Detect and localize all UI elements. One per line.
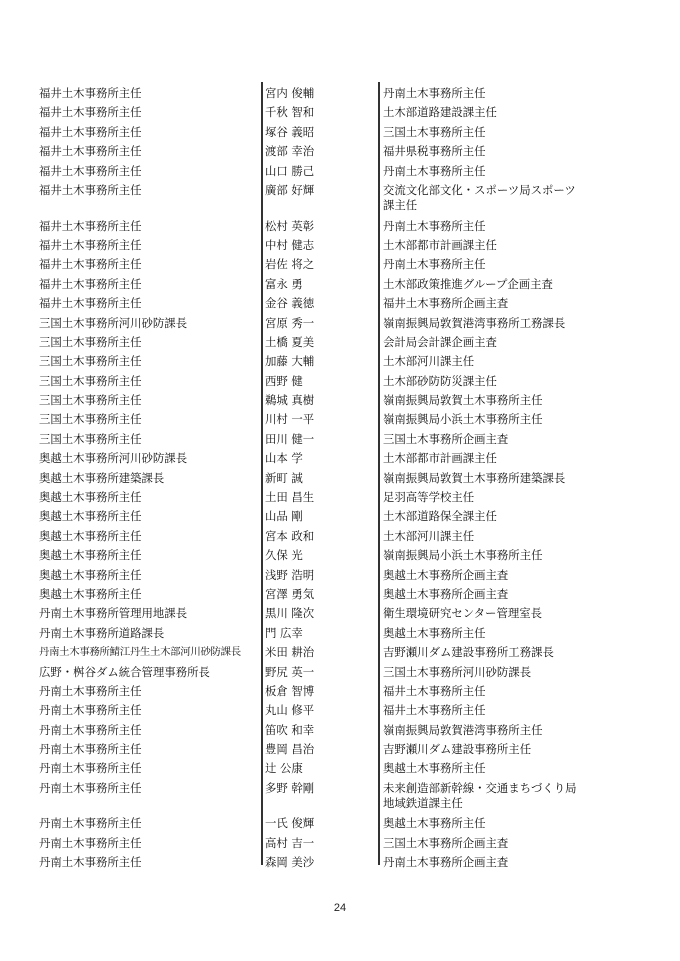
list-item [0, 181, 680, 217]
person-name: 浅野 浩明 [265, 567, 315, 582]
new-position: 土木部道路建設課主任 [383, 105, 497, 120]
previous-position: 福井土木事務所主任 [39, 163, 142, 178]
list-item [0, 333, 680, 352]
list-item [0, 449, 680, 468]
previous-position: 丹南土木事務所主任 [39, 855, 142, 870]
new-position: 土木部都市計画課主任 [383, 237, 497, 252]
person-name: 土橋 夏美 [265, 334, 315, 349]
new-position: 丹南土木事務所主任 [383, 86, 486, 100]
person-name: 久保 光 [265, 548, 303, 563]
new-position: 土木部都市計画課主任 [383, 451, 497, 466]
previous-position: 福井土木事務所主任 [39, 276, 142, 291]
previous-position: 丹南土木事務所道路課長 [39, 625, 165, 640]
list-item [0, 162, 680, 181]
previous-position: 三国土木事務所主任 [39, 431, 142, 446]
person-name: 田川 健一 [265, 431, 315, 446]
new-position: 衛生環境研究センター管理室長 [383, 606, 543, 621]
person-name: 富永 勇 [265, 276, 303, 291]
person-name: 野尻 英一 [265, 664, 315, 679]
new-position: 丹南土木事務所企画主査 [383, 855, 509, 870]
person-name: 鵜城 真樹 [265, 393, 315, 408]
person-name: 宮本 政和 [265, 528, 315, 543]
new-position: 嶺南振興局敦賀土木事務所建築課長 [383, 470, 566, 485]
list-item [0, 103, 680, 122]
new-position: 奥越土木事務所主任 [383, 761, 486, 776]
new-position: 三国土木事務所主任 [383, 124, 486, 139]
previous-position: 奥越土木事務所主任 [39, 490, 142, 505]
new-position: 交流文化部文化・スポーツ局スポーツ課主任 [383, 182, 576, 212]
previous-position: 奥越土木事務所主任 [39, 548, 142, 563]
list-item [0, 566, 680, 585]
list-item [0, 740, 680, 759]
new-position: 嶺南振興局小浜土木事務所主任 [383, 548, 543, 563]
list-item [0, 721, 680, 740]
list-item [0, 236, 680, 255]
previous-position: 丹南土木事務所主任 [39, 816, 142, 831]
list-item [0, 604, 680, 623]
person-name: 渡部 幸治 [265, 144, 315, 159]
list-item [0, 84, 680, 103]
list-item [0, 410, 680, 429]
new-position: 嶺南振興局敦賀土木事務所主任 [383, 393, 543, 408]
new-position: 足羽高等学校主任 [383, 490, 475, 505]
person-name: 一氏 俊輝 [265, 816, 315, 831]
list-item [0, 255, 680, 274]
person-name: 黒川 隆次 [265, 606, 315, 621]
list-item [0, 142, 680, 161]
previous-position: 福井土木事務所主任 [39, 182, 142, 197]
person-name: 辻 公康 [265, 761, 303, 776]
page-number: 24 [333, 902, 347, 914]
person-name: 山品 剛 [265, 509, 303, 524]
previous-position: 奥越土木事務所河川砂防課長 [39, 451, 188, 466]
list-item [0, 682, 680, 701]
new-position: 福井県税事務所主任 [383, 144, 486, 159]
new-position: 福井土木事務所主任 [383, 683, 486, 698]
previous-position: 奥越土木事務所主任 [39, 586, 142, 601]
person-name: 岩佐 将之 [265, 257, 315, 272]
person-name: 松村 英彰 [265, 218, 315, 233]
person-name: 宮内 俊輔 [265, 86, 315, 100]
new-position: 嶺南振興局敦賀港湾事務所主任 [383, 722, 543, 737]
person-name: 宮澤 勇気 [265, 586, 315, 601]
person-name: 丸山 修平 [265, 703, 315, 718]
person-name: 塚谷 義昭 [265, 124, 315, 139]
new-position: 嶺南振興局小浜土木事務所主任 [383, 412, 543, 427]
person-name: 中村 健志 [265, 237, 315, 252]
previous-position: 福井土木事務所主任 [39, 144, 142, 159]
previous-position: 福井土木事務所主任 [39, 218, 142, 233]
person-name: 千秋 智和 [265, 105, 315, 120]
list-item [0, 624, 680, 643]
previous-position: 奥越土木事務所主任 [39, 528, 142, 543]
previous-position: 三国土木事務所主任 [39, 393, 142, 408]
previous-position: 福井土木事務所主任 [39, 124, 142, 139]
list-item [0, 430, 680, 449]
person-name: 門 広幸 [265, 625, 303, 640]
new-position: 吉野瀬川ダム建設事務所工務課長 [383, 645, 554, 660]
previous-position: 丹南土木事務所主任 [39, 683, 142, 698]
previous-position: 奥越土木事務所建築課長 [39, 470, 165, 485]
person-name: 森岡 美沙 [265, 855, 315, 870]
person-name: 豊岡 昌治 [265, 742, 315, 757]
previous-position: 丹南土木事務所主任 [39, 722, 142, 737]
person-name: 土田 昌生 [265, 490, 315, 505]
previous-position: 丹南土木事務所鯖江丹生土木部河川砂防課長 [39, 646, 241, 659]
previous-position: 丹南土木事務所主任 [39, 780, 142, 795]
list-item [0, 585, 680, 604]
new-position: 三国土木事務所河川砂防課長 [383, 664, 532, 679]
previous-position: 福井土木事務所主任 [39, 296, 142, 311]
new-position: 三国土木事務所企画主査 [383, 431, 509, 446]
previous-position: 三国土木事務所主任 [39, 334, 142, 349]
new-position: 福井土木事務所主任 [383, 703, 486, 718]
previous-position: 福井土木事務所主任 [39, 257, 142, 272]
person-name: 加藤 大輔 [265, 354, 315, 369]
new-position: 奥越土木事務所主任 [383, 816, 486, 831]
new-position: 会計局会計課企画主査 [383, 334, 497, 349]
list-item [0, 701, 680, 720]
new-position: 福井土木事務所企画主査 [383, 296, 509, 311]
list-item [0, 759, 680, 778]
previous-position: 福井土木事務所主任 [39, 237, 142, 252]
previous-position: 広野・桝谷ダム統合管理事務所長 [39, 664, 210, 679]
previous-position: 三国土木事務所主任 [39, 373, 142, 388]
list-item [0, 814, 680, 833]
previous-position: 丹南土木事務所主任 [39, 703, 142, 718]
new-position: 奥越土木事務所企画主査 [383, 586, 509, 601]
new-position: 吉野瀬川ダム建設事務所主任 [383, 742, 532, 757]
list-item [0, 352, 680, 371]
new-position: 嶺南振興局敦賀港湾事務所工務課長 [383, 315, 566, 330]
list-item [0, 643, 680, 662]
previous-position: 丹南土木事務所主任 [39, 835, 142, 850]
previous-position: 奥越土木事務所主任 [39, 567, 142, 582]
new-position: 土木部河川課主任 [383, 528, 475, 543]
person-name: 山口 勝己 [265, 163, 315, 178]
person-name: 川村 一平 [265, 412, 315, 427]
previous-position: 丹南土木事務所主任 [39, 761, 142, 776]
person-name: 笛吹 和幸 [265, 722, 315, 737]
new-position: 土木部砂防防災課主任 [383, 373, 497, 388]
list-item [0, 834, 680, 853]
new-position: 土木部河川課主任 [383, 354, 475, 369]
previous-position: 三国土木事務所主任 [39, 354, 142, 369]
list-item [0, 546, 680, 565]
list-item [0, 469, 680, 488]
list-item [0, 488, 680, 507]
person-name: 金谷 義徳 [265, 296, 315, 311]
personnel-list [0, 84, 680, 873]
new-position: 丹南土木事務所主任 [383, 218, 486, 233]
previous-position: 丹南土木事務所管理用地課長 [39, 606, 188, 621]
list-item [0, 217, 680, 236]
list-item [0, 853, 680, 872]
list-item [0, 275, 680, 294]
person-name: 高村 吉一 [265, 835, 315, 850]
person-name: 新町 誠 [265, 470, 303, 485]
previous-position: 福井土木事務所主任 [39, 105, 142, 120]
person-name: 多野 幹剛 [265, 780, 315, 795]
person-name: 山本 学 [265, 451, 303, 466]
new-position: 丹南土木事務所主任 [383, 257, 486, 272]
list-item [0, 527, 680, 546]
list-item [0, 294, 680, 313]
new-position: 土木部道路保全課主任 [383, 509, 497, 524]
list-item [0, 507, 680, 526]
list-item [0, 391, 680, 410]
previous-position: 奥越土木事務所主任 [39, 509, 142, 524]
person-name: 米田 耕治 [265, 645, 315, 660]
previous-position: 三国土木事務所河川砂防課長 [39, 315, 188, 330]
list-item [0, 779, 680, 815]
new-position: 奥越土木事務所主任 [383, 625, 486, 640]
list-item [0, 663, 680, 682]
person-name: 西野 健 [265, 373, 303, 388]
list-item [0, 314, 680, 333]
person-name: 廣部 好輝 [265, 182, 315, 197]
previous-position: 福井土木事務所主任 [39, 86, 142, 100]
person-name: 宮原 秀一 [265, 315, 315, 330]
new-position: 丹南土木事務所主任 [383, 163, 486, 178]
list-item [0, 123, 680, 142]
previous-position: 三国土木事務所主任 [39, 412, 142, 427]
person-name: 板倉 智博 [265, 683, 315, 698]
list-item [0, 372, 680, 391]
new-position: 奥越土木事務所企画主査 [383, 567, 509, 582]
new-position: 三国土木事務所企画主査 [383, 835, 509, 850]
previous-position: 丹南土木事務所主任 [39, 742, 142, 757]
new-position: 未来創造部新幹線・交通まちづくり局地域鉄道課主任 [383, 780, 577, 810]
new-position: 土木部政策推進グループ企画主査 [383, 276, 553, 291]
